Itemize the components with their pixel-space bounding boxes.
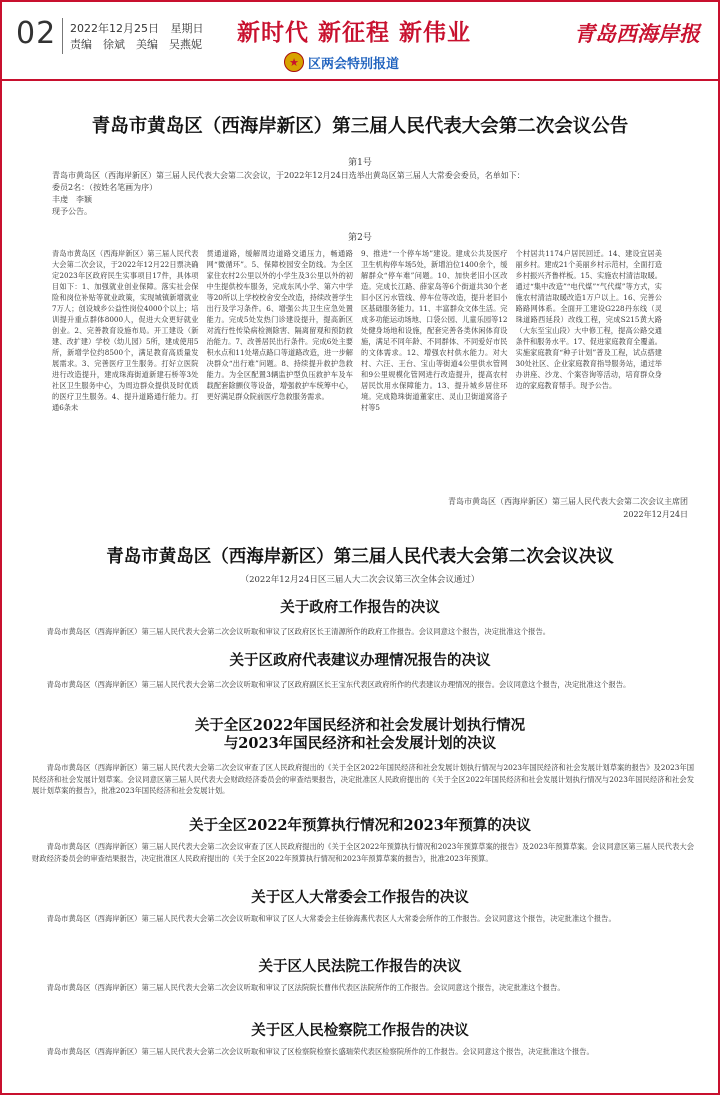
resolution-heading: 关于全区2022年预算执行情况和2023年预算的决议 <box>189 817 531 834</box>
resolution-heading: 关于政府工作报告的决议 <box>280 599 440 616</box>
page-number: 02 <box>16 16 57 51</box>
special-report-badge <box>284 52 399 72</box>
header-rule <box>2 79 718 81</box>
special-report-label: 区两会特别报道 <box>308 56 400 72</box>
divider <box>62 18 63 54</box>
resolution-passed-note: （2022年12月24日区三届人大二次会议第三次全体会议通过） <box>240 575 480 585</box>
column <box>52 248 199 478</box>
announcement-no2-label: 第2号 <box>348 233 372 243</box>
announcement-no1-end: 现予公告。 <box>52 207 92 216</box>
issue-date-line <box>70 20 212 36</box>
resolution-body: 青岛市黄岛区（西海岸新区）第三届人民代表大会第二次会议审查了区人民政府提出的《关于全区2022年预算执行情况和2023年预算草案的报告》及2023年预算草案。会议同意区第三届人民代表大会财政经济委员会的审查结果报告，决定批准区人民政府提出的《关于全区2022年预算执行情况和2023年预算草案的报告》，批准2023年预算。 <box>32 842 694 863</box>
issue-weekday: 星期日 <box>170 22 204 35</box>
resolution-body: 青岛市黄岛区（西海岸新区）第三届人民代表大会第二次会议听取和审议了区政府副区长王宝东代表区政府所作的代表建议办理情况的报告。会议同意这个报告，决定批准这个报告。 <box>46 680 631 689</box>
resolution-body: 青岛市黄岛区（西海岸新区）第三届人民代表大会第二次会议审查了区人民政府提出的《关于全区2022年国民经济和社会发展计划执行情况与2023年国民经济和社会发展计划草案的报告》及2023年国民经济和社会发展计划草案。会议同意区第三届人民代表大会财政经济委员会的审查结果报告，决定批准区人民政府提出的《关于全区2022年国民经济和社会发展计划执行情况与2023年国民经济和社会发展计划草案的报告》，批准2023年国民经济和社会发展计划。 <box>32 763 694 795</box>
resolution-body: 青岛市黄岛区（西海岸新区）第三届人民代表大会第二次会议听取和审议了区检察院检察长盛瑞荣代表区检察院所作的工作报告。会议同意这个报告，决定批准这个报告。 <box>46 1047 594 1056</box>
slogan-banner: 新时代 新征程 新伟业 <box>237 20 472 46</box>
presidium-signature: 青岛市黄岛区（西海岸新区）第三届人民代表大会第二次会议主席团 <box>448 497 688 506</box>
announcement-title: 青岛市黄岛区（西海岸新区）第三届人民代表大会第二次会议公告 <box>91 116 629 137</box>
column <box>516 248 663 478</box>
announcement-no2-columns <box>52 248 662 478</box>
resolution-heading: 关于全区2022年国民经济和社会发展计划执行情况 与2023年国民经济和社会发展计划的决议 <box>194 717 526 752</box>
announcement-no1-body: 青岛市黄岛区（西海岸新区）第三届人民代表大会第二次会议，于2022年12月24日选举出黄岛区第三届人大常委会委员，名单如下： <box>52 171 525 180</box>
issue-date: 2022年12月25日 <box>70 22 159 35</box>
column-text: 贯通道路，缓解周边道路交通压力，畅通路网“微循环”。5、保障校园安全防线。为全区家住农村2公里以外的小学生及3公里以外的初中生提供校车服务，完成东风小学、第六中学等20所以上学校校舍安全改造，持续改善学生出行及学习条件。6、增强公共卫生应急处置能力。完成5处发热门诊建设提升，提高新区对流行性传染病检测除害、隔离留观和预防救治能力。7、改善居民出行条件。完成6处主要积水点和11处堵点路口等道路改造，进一步解决群众“出行难”问题。8、持续提升救护急救能力。为全区配置3辆监护型负压救护车及车载配套除颤仪等设备，增强救护车统筹中心，更好满足群众院前医疗急救服务需求。 <box>206 249 353 401</box>
announcement-no1-members-intro: 委员2名：（按姓名笔画为序） <box>52 183 158 192</box>
column-text: 个村居共1174户居民回迁。14、建设宜居美丽乡村。建成21个美丽乡村示范村，全面打造乡村振兴齐鲁样板。15、实施农村清洁取暖。通过“集中改造”“电代煤”“气代煤”等方式，实施农村清洁取暖改造1万户以上。16、完善公路路网体系。全面开工建设G228丹东线（灵珠道路西延段）改线工程，完成S215黄大路（大东至宝山段）大中修工程，提高公路交通条件和服务水平。17、促进家庭教育全覆盖。实施家庭教育“种子计划”普及工程，试点搭建30处社区、企业家庭教育指导服务站，通过举办讲座、沙龙、个案咨询等活动，培育群众身边的家庭教育帮手。现予公告。 <box>515 249 662 390</box>
column <box>207 248 354 478</box>
editor-line: 责编 徐斌 美编 吴燕妮 <box>70 38 202 51</box>
national-emblem-icon: ★ <box>284 52 304 72</box>
column-text: 青岛市黄岛区（西海岸新区）第三届人民代表大会第二次会议，于2022年12月22日票决确定2023年区政府民生实事项目17件，具体项目如下：1、加强就业创业保障。落实社会保险和岗位补贴等就业政策，实现城镇新增就业7万人；创设城乡公益性岗位4000个以上；培训提升重点群体8000人，促进大众更好就业创业。2、完善教育设施布局。开工建设（新建、改扩建）学校（幼儿园）5所，建成使用5所，新增学位约8500个，满足教育高质量发展需求。3、完善医疗卫生服务。打好立医院进行改造提升，建成珠海街道新建石桥等3处社区卫生服务中心，为周边群众提供及时优质的医疗卫生服务。4、提升道路通行能力。打通6条未 <box>52 249 199 412</box>
column-text: 9、推进“一个停车场”建设。建成公共及医疗卫生机构停车场5处，新增泊位1400余个，缓解群众“停车难”问题。10、加快老旧小区改造。完成长江路、薛家岛等6个街道共30个老旧小区污水管线、停车位等改造，提升老旧小区基础服务能力。11、丰富群众文体生活。完成多功能运动场地、口袋公园、儿童乐园等12处健身场地和设施，配套完善各类休闲体育设施，满足不同年龄、不同群体、不同爱好市民的文体需求。12、增强农村供水能力。对大村、六汪、王台、宝山等街道4公里供水管网和9公里规模化管网进行改造提升，提高农村居民饮用水保障能力。13、提升城乡居住环境。完成隐珠街道董家庄、灵山卫街道窝洛子村等5 <box>361 249 508 412</box>
column <box>361 248 508 478</box>
announcement-no1-members: 丰虔 李颖 <box>52 195 92 204</box>
resolution-heading: 关于区人民法院工作报告的决议 <box>258 958 462 975</box>
resolution-title: 青岛市黄岛区（西海岸新区）第三届人民代表大会第二次会议决议 <box>106 547 614 567</box>
masthead <box>2 2 718 82</box>
resolution-body: 青岛市黄岛区（西海岸新区）第三届人民代表大会第二次会议听取和审议了区人大常委会主任徐海燕代表区人大常委会所作的工作报告。会议同意这个报告，决定批准这个报告。 <box>46 914 616 923</box>
resolution-heading: 关于区人大常委会工作报告的决议 <box>251 889 469 906</box>
resolution-heading: 关于区人民检察院工作报告的决议 <box>251 1022 469 1039</box>
resolution-body: 青岛市黄岛区（西海岸新区）第三届人民代表大会第二次会议听取和审议了区政府区长王清源所作的政府工作报告。会议同意这个报告，决定批准这个报告。 <box>46 627 551 636</box>
resolution-body: 青岛市黄岛区（西海岸新区）第三届人民代表大会第二次会议听取和审议了区法院院长曹伟代表区法院所作的工作报告。会议同意这个报告，决定批准这个报告。 <box>46 983 565 992</box>
newspaper-logo: 青岛西海岸报 <box>574 21 700 46</box>
announcement-no1-label: 第1号 <box>348 158 372 168</box>
resolution-heading: 关于区政府代表建议办理情况报告的决议 <box>229 652 491 669</box>
signature-date: 2022年12月24日 <box>623 510 688 519</box>
